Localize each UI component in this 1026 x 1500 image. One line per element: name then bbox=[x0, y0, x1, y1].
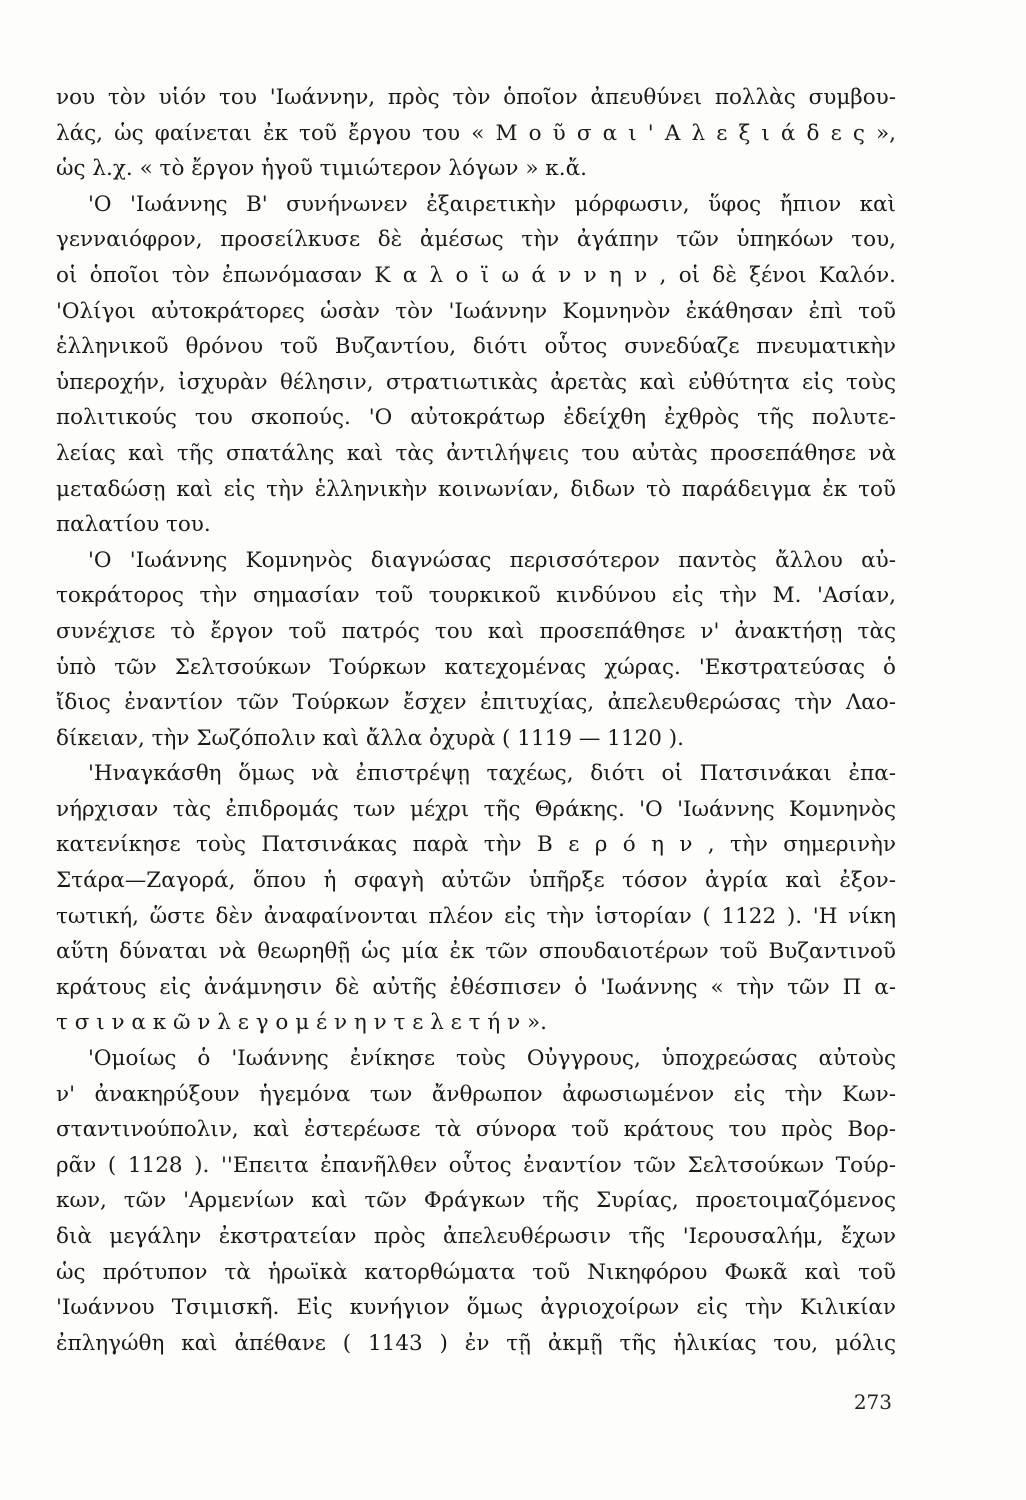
text-line: αὕτη δύναται νὰ θεωρηθῇ ὡς μία ἐκ τῶν σπουδαιοτέρων τοῦ Βυζαντινοῦ bbox=[56, 939, 896, 965]
text-line: τωτική, ὥστε δὲν ἀναφαίνονται πλέον εἰς τὴν ἱστορίαν ( 1122 ). 'Η νίκη bbox=[56, 903, 896, 929]
text-line: γενναιόφρον, προσείλκυσε δὲ ἀμέσως τὴν ἀγάπην τῶν ὑπηκόων του, bbox=[56, 227, 896, 253]
text-line: οἱ ὁποῖοι τὸν ἐπωνόμασαν Κ α λ ο ϊ ω ά ν ν η ν , οἱ δὲ ξένοι Καλόν. bbox=[56, 262, 896, 288]
text-line: 'Ο 'Ιωάννης Κομνηνὸς διαγνώσας περισσότερον παντὸς ἄλλου αὐ- bbox=[88, 547, 896, 573]
text-line: κων, τῶν 'Αρμενίων καὶ τῶν Φράγκων τῆς Συρίας, προετοιμαζόμενος bbox=[56, 1188, 896, 1214]
text-line: μεταδώσῃ καὶ εἰς τὴν ἑλληνικὴν κοινωνίαν, διδων τὸ παράδειγμα ἐκ τοῦ bbox=[56, 476, 896, 502]
text-line: παλατίου του. bbox=[56, 512, 211, 538]
body-text bbox=[56, 80, 896, 1361]
text-line: ὑπὸ τῶν Σελτσούκων Τούρκων κατεχομένας χώρας. 'Εκστρατεύσας ὁ bbox=[56, 654, 896, 680]
text-line: 'Ομοίως ὁ 'Ιωάννης ἐνίκησε τοὺς Οὐγγρους, ὑποχρεώσας αὐτοὺς bbox=[88, 1046, 896, 1072]
text-line: τ σ ι ν α κ ῶ ν λ ε γ ο μ έ ν η ν τ ε λ ε τ ή ν ». bbox=[56, 1010, 547, 1036]
text-line: συνέχισε τὸ ἔργον τοῦ πατρός του καὶ προσεπάθησε ν' ἀνακτήσῃ τὰς bbox=[56, 618, 896, 644]
text-line: 'Ιωάννου Τσιμισκῆ. Εἰς κυνήγιον ὅμως ἀγριοχοίρων εἰς τὴν Κιλικίαν bbox=[56, 1295, 896, 1321]
text-line: νου τὸν υἱόν του 'Ιωάννην, πρὸς τὸν ὁποῖον ἀπευθύνει πολλὰς συμβου- bbox=[56, 85, 896, 110]
text-line: κράτους εἰς ἀνάμνησιν δὲ αὐτῆς ἐθέσπισεν ὁ 'Ιωάννης « τὴν τῶν Π α- bbox=[56, 974, 896, 1000]
text-line: ὑπεροχήν, ἰσχυρὰν θέλησιν, στρατιωτικὰς ἀρετὰς καὶ εὐθύτητα εἰς τοὺς bbox=[56, 369, 896, 395]
text-line: Στάρα—Ζαγορά, ὅπου ἡ σφαγὴ αὐτῶν ὑπῆρξε τόσον ἀγρία καὶ ἐξον- bbox=[56, 868, 896, 894]
text-line: ἴδιος ἐναντίον τῶν Τούρκων ἔσχεν ἐπιτυχίας, ἀπελευθερώσας τὴν Λαο- bbox=[56, 690, 896, 716]
text-line: 'Ολίγοι αὐτοκράτορες ὡσὰν τὸν 'Ιωάννην Κομνηνὸν ἐκάθησαν ἐπὶ τοῦ bbox=[56, 298, 896, 324]
text-line: λάς, ὡς φαίνεται ἐκ τοῦ ἔργου του « Μ ο ῦ σ α ι ' Α λ ε ξ ι ά δ ε ς », bbox=[56, 120, 896, 146]
text-line: κατενίκησε τοὺς Πατσινάκας παρὰ τὴν Β ε ρ ό η ν , τὴν σημερινὴν bbox=[56, 832, 896, 858]
text-line: ν' ἀνακηρύξουν ἡγεμόνα των ἄνθρωπον ἀφωσιωμένον εἰς τὴν Κων- bbox=[56, 1081, 896, 1107]
text-line: 'Ηναγκάσθη ὅμως νὰ ἐπιστρέψῃ ταχέως, διότι οἱ Πατσινάκαι ἐπα- bbox=[88, 761, 896, 787]
text-line: δίκειαν, τὴν Σωζόπολιν καὶ ἄλλα ὀχυρὰ ( 1119 — 1120 ). bbox=[56, 725, 684, 751]
text-line: ὡς πρότυπον τὰ ἡρωϊκὰ κατορθώματα τοῦ Νικηφόρου Φωκᾶ καὶ τοῦ bbox=[56, 1259, 896, 1285]
text-line: ἐπληγώθη καὶ ἀπέθανε ( 1143 ) ἐν τῇ ἀκμῇ τῆς ἡλικίας του, μόλις bbox=[56, 1330, 896, 1356]
text-line: λείας καὶ τῆς σπατάλης καὶ τὰς ἀντιλήψεις του αὐτὰς προσεπάθησε νὰ bbox=[56, 440, 896, 466]
text-line: νήρχισαν τὰς ἐπιδρομάς των μέχρι τῆς Θράκης. 'Ο 'Ιωάννης Κομνηνὸς bbox=[56, 796, 896, 822]
text-line: ὡς λ.χ. « τὸ ἔργον ἡγοῦ τιμιώτερον λόγων » κ.ἄ. bbox=[56, 156, 587, 182]
text-line: σταντινούπολιν, καὶ ἐστερέωσε τὰ σύνορα τοῦ κράτους του πρὸς Βορ- bbox=[56, 1117, 896, 1143]
text-line: πολιτικούς του σκοπούς. 'Ο αὐτοκράτωρ ἐδείχθη ἐχθρὸς τῆς πολυτε- bbox=[56, 405, 896, 431]
text-line: τοκράτορος τὴν σημασίαν τοῦ τουρκικοῦ κινδύνου εἰς τὴν Μ. 'Ασίαν, bbox=[56, 583, 896, 609]
text-line: 'Ο 'Ιωάννης Β' συνήνωνεν ἐξαιρετικὴν μόρφωσιν, ὕφος ἤπιον καὶ bbox=[88, 191, 896, 217]
page-number: 273 bbox=[853, 1390, 892, 1414]
text-line: ἑλληνικοῦ θρόνου τοῦ Βυζαντίου, διότι οὗτος συνεδύαζε πνευματικὴν bbox=[56, 334, 896, 360]
text-line: ρᾶν ( 1128 ). ''Επειτα ἐπανῆλθεν οὗτος ἐναντίον τῶν Σελτσούκων Τούρ- bbox=[56, 1152, 896, 1178]
text-line: διὰ μεγάλην ἐκστρατείαν πρὸς ἀπελευθέρωσιν τῆς 'Ιερουσαλήμ, ἔχων bbox=[56, 1224, 896, 1249]
